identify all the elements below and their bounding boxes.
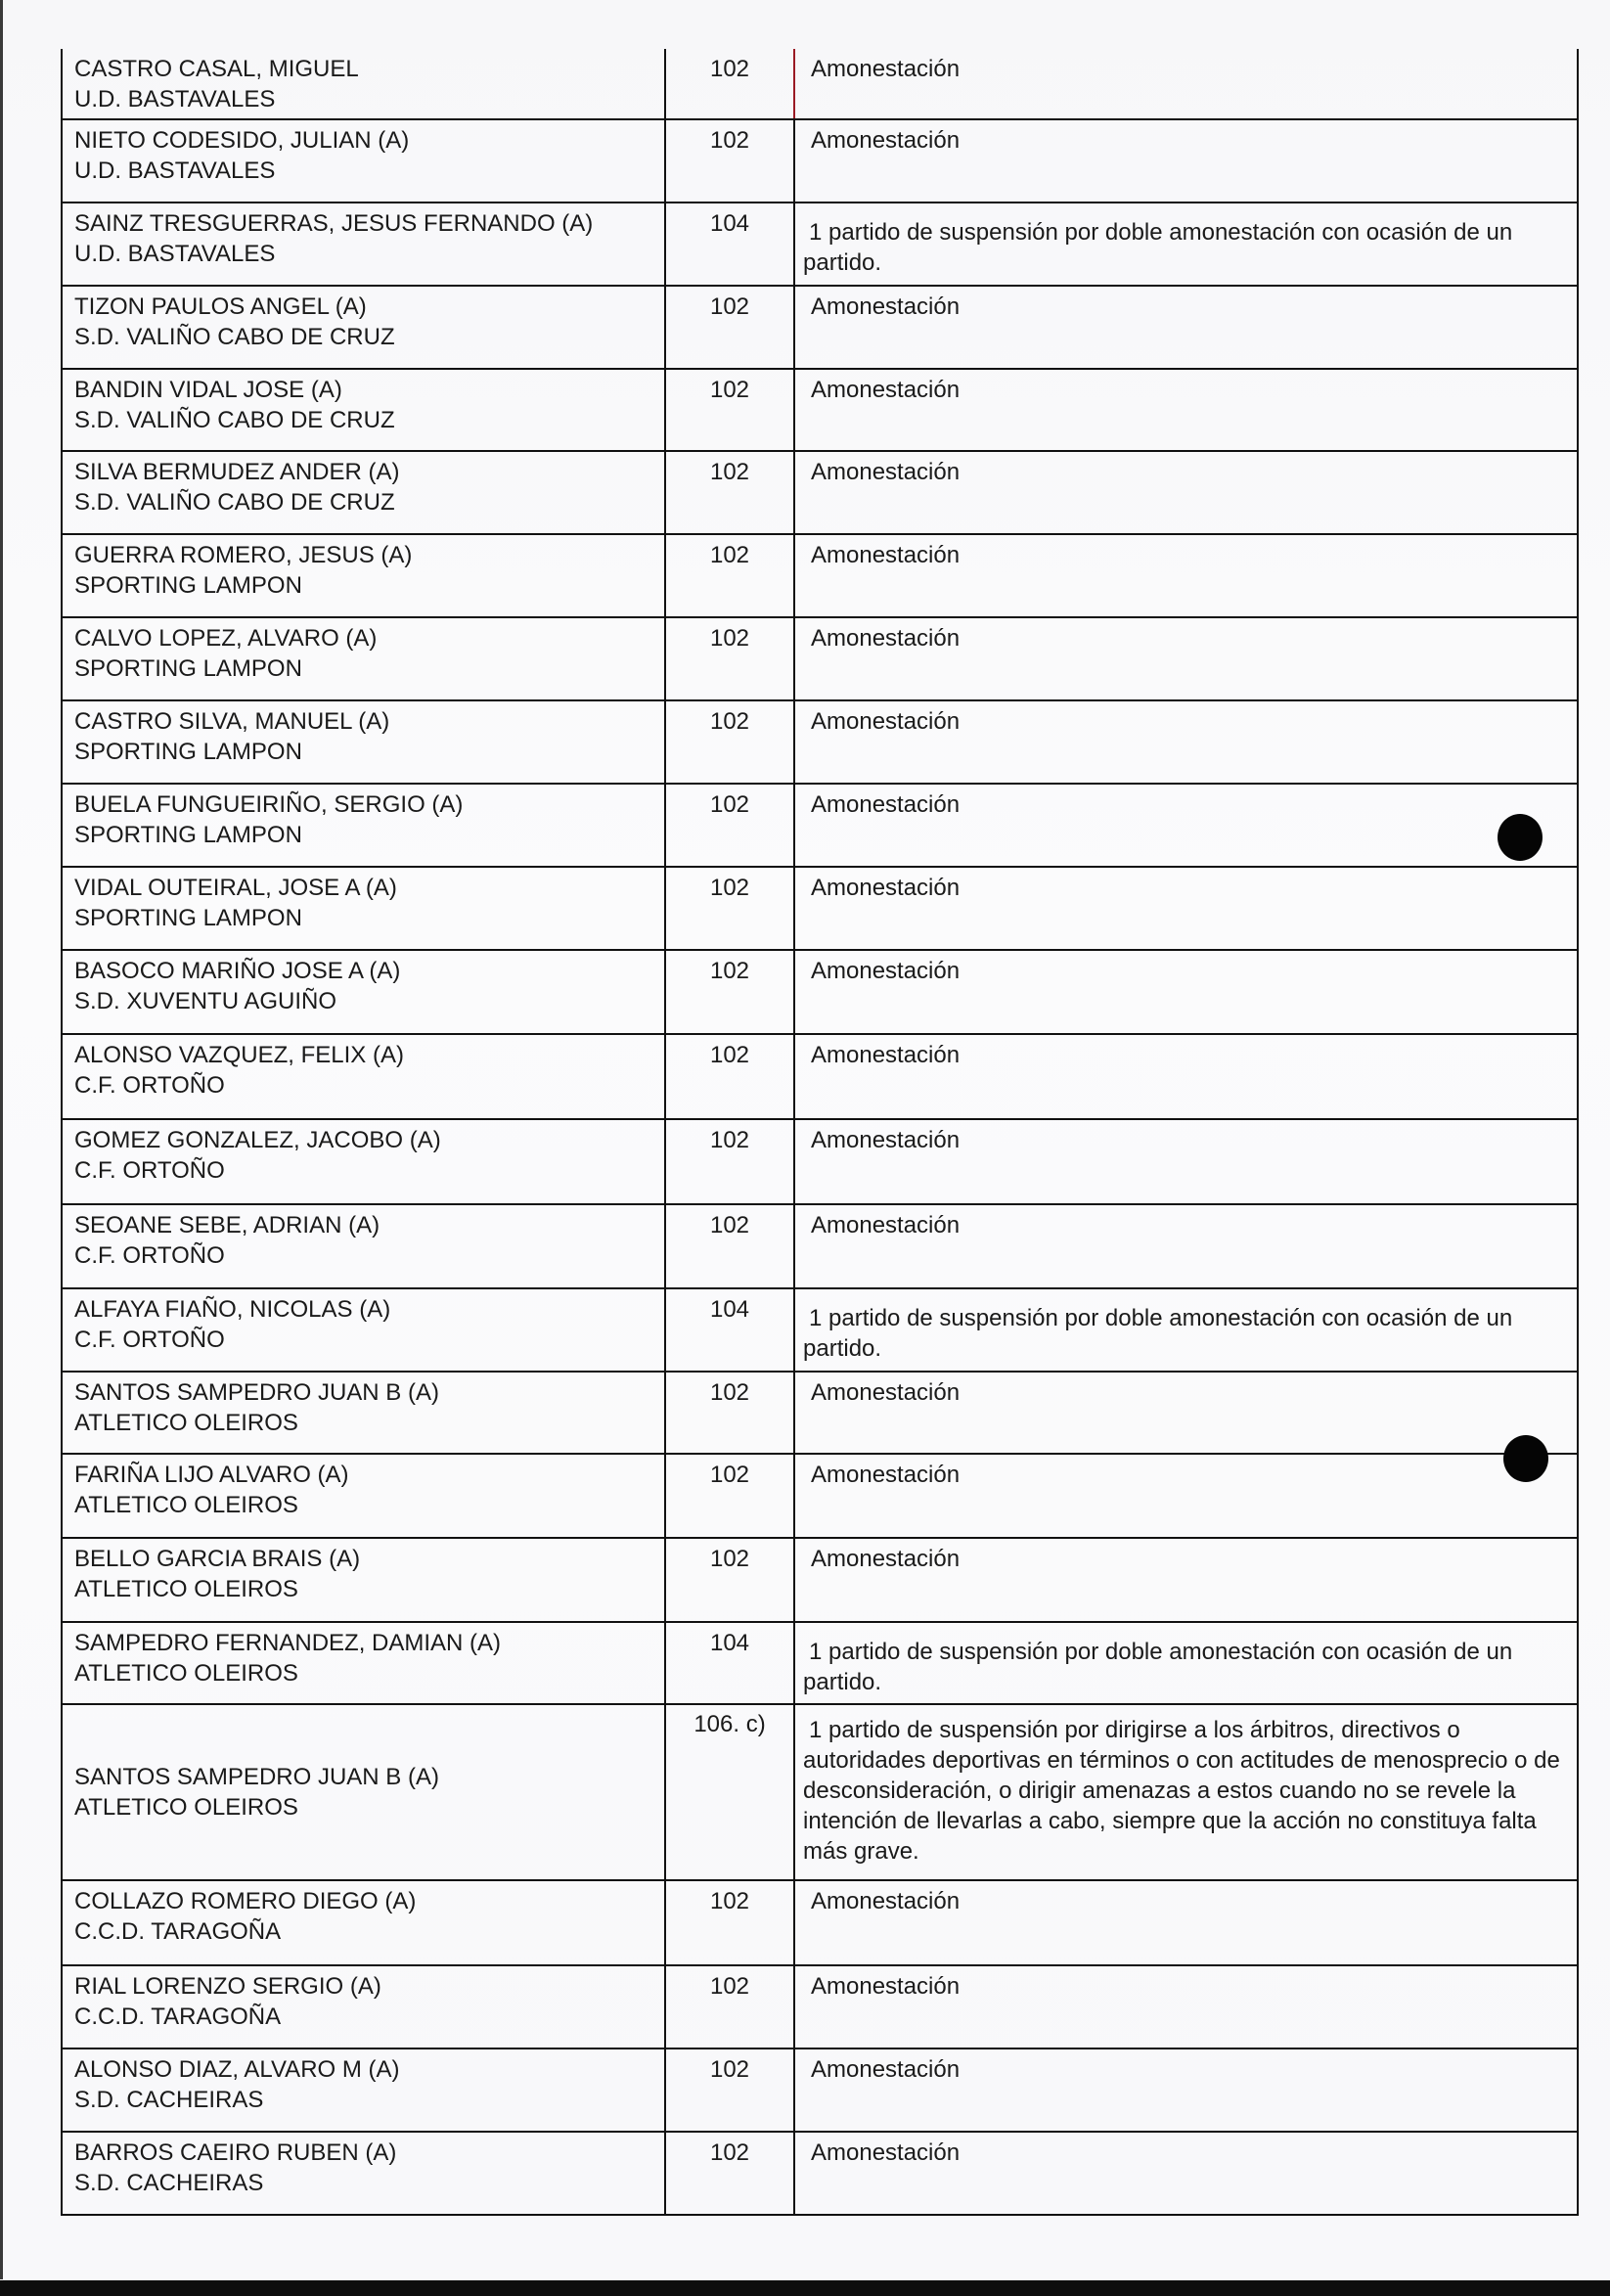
- sanction-text: Amonestación: [811, 1042, 961, 1068]
- player-cell: [61, 535, 664, 616]
- table-row: [61, 951, 1579, 1035]
- table-row: [61, 2049, 1579, 2133]
- sanction-text: Amonestación: [811, 2139, 961, 2166]
- article-cell: [664, 2133, 793, 2214]
- player-cell: [61, 1289, 664, 1371]
- sanction-cell: [793, 120, 1579, 202]
- club-name: ATLETICO OLEIROS: [74, 1492, 298, 1518]
- player-name: SANTOS SAMPEDRO JUAN B (A): [74, 1764, 439, 1790]
- player-name: COLLAZO ROMERO DIEGO (A): [74, 1888, 417, 1914]
- table-row: [61, 701, 1579, 785]
- sanction-cell: [793, 49, 1579, 118]
- player-cell: [61, 1881, 664, 1964]
- article-cell: [664, 1205, 793, 1287]
- player-cell: [61, 1120, 664, 1203]
- player-name: BASOCO MARIÑO JOSE A (A): [74, 958, 401, 984]
- player-name: ALFAYA FIAÑO, NICOLAS (A): [74, 1296, 391, 1323]
- article-number: 102: [709, 56, 750, 82]
- sanction-text: Amonestación: [811, 1212, 961, 1238]
- table-row: [61, 1881, 1579, 1966]
- player-cell: [61, 701, 664, 783]
- club-name: C.F. ORTOÑO: [74, 1072, 225, 1099]
- sanction-text: Amonestación: [811, 2056, 961, 2083]
- player-name: CASTRO SILVA, MANUEL (A): [74, 708, 390, 735]
- player-cell: [61, 618, 664, 699]
- player-name: GOMEZ GONZALEZ, JACOBO (A): [74, 1127, 441, 1153]
- page-left-edge: [0, 0, 3, 2279]
- club-name: S.D. XUVENTU AGUIÑO: [74, 988, 337, 1014]
- table-row: [61, 1035, 1579, 1120]
- article-cell: [664, 203, 793, 285]
- sanction-text: Amonestación: [811, 958, 961, 984]
- sanction-cell: [793, 2133, 1579, 2214]
- player-cell: [61, 49, 664, 118]
- sanction-cell: [793, 287, 1579, 368]
- sanction-cell: [793, 1881, 1579, 1964]
- player-cell: [61, 1205, 664, 1287]
- article-cell: [664, 1623, 793, 1703]
- player-name: BANDIN VIDAL JOSE (A): [74, 377, 342, 403]
- player-cell: [61, 1705, 664, 1879]
- player-cell: [61, 1623, 664, 1703]
- sanction-cell: [793, 1205, 1579, 1287]
- article-cell: [664, 1035, 793, 1118]
- table-row: [61, 1966, 1579, 2049]
- sanction-cell: [793, 1623, 1579, 1703]
- table-row: [61, 1455, 1579, 1539]
- sanction-cell: [793, 2049, 1579, 2131]
- table-row: [61, 2133, 1579, 2216]
- table-row: [61, 1289, 1579, 1373]
- club-name: S.D. CACHEIRAS: [74, 2087, 264, 2113]
- article-cell: [664, 452, 793, 533]
- table-row: [61, 49, 1579, 120]
- player-name: FARIÑA LIJO ALVARO (A): [74, 1462, 349, 1488]
- article-cell: [664, 701, 793, 783]
- table-row: [61, 370, 1579, 452]
- article-number: 102: [709, 542, 750, 568]
- article-number: 104: [709, 210, 750, 237]
- article-number: 102: [709, 377, 750, 403]
- player-cell: [61, 1373, 664, 1453]
- sanction-text: Amonestación: [811, 293, 961, 320]
- sanction-cell: [793, 1289, 1579, 1371]
- article-number: 102: [709, 625, 750, 652]
- table-row: [61, 1120, 1579, 1205]
- table-row: [61, 618, 1579, 701]
- player-name: ALONSO DIAZ, ALVARO M (A): [74, 2056, 400, 2083]
- sanction-text: 1 partido de suspensión por dirigirse a los árbitros, directivos o autoridades deportivas en términos o con actitudes de menosprecio o de desconsideración, o dirigir amenazas a estos cuando no se revele la intención de llevarlas a cabo, siempre que la acción no constituya falta más grave.: [803, 1717, 1560, 1865]
- player-cell: [61, 1966, 664, 2048]
- sanction-text: Amonestación: [811, 708, 961, 735]
- sanction-text: Amonestación: [811, 875, 961, 901]
- article-cell: [664, 1705, 793, 1879]
- player-cell: [61, 120, 664, 202]
- article-number: 102: [709, 1462, 750, 1488]
- player-name: BUELA FUNGUEIRIÑO, SERGIO (A): [74, 791, 464, 818]
- player-cell: [61, 2133, 664, 2214]
- club-name: ATLETICO OLEIROS: [74, 1410, 298, 1436]
- article-number: 102: [709, 127, 750, 154]
- article-number: 106. c): [693, 1711, 766, 1737]
- player-name: CASTRO CASAL, MIGUEL: [74, 56, 359, 82]
- sanction-cell: [793, 618, 1579, 699]
- sanction-cell: [793, 868, 1579, 949]
- article-cell: [664, 1539, 793, 1621]
- table-row: [61, 452, 1579, 535]
- table-row: [61, 287, 1579, 370]
- player-cell: [61, 2049, 664, 2131]
- article-number: 102: [709, 958, 750, 984]
- sanction-cell: [793, 701, 1579, 783]
- player-name: VIDAL OUTEIRAL, JOSE A (A): [74, 875, 397, 901]
- club-name: ATLETICO OLEIROS: [74, 1794, 298, 1821]
- article-number: 102: [709, 2056, 750, 2083]
- club-name: C.F. ORTOÑO: [74, 1242, 225, 1269]
- sanction-text: Amonestación: [811, 625, 961, 652]
- sanctions-table: [61, 49, 1579, 2216]
- club-name: SPORTING LAMPON: [74, 822, 302, 848]
- scan-bottom-edge: [0, 2280, 1610, 2296]
- article-number: 102: [709, 1212, 750, 1238]
- player-name: CALVO LOPEZ, ALVARO (A): [74, 625, 378, 652]
- article-number: 102: [709, 708, 750, 735]
- sanction-text: 1 partido de suspensión por doble amonestación con ocasión de un partido.: [803, 219, 1513, 276]
- player-cell: [61, 785, 664, 866]
- sanction-text: Amonestación: [811, 127, 961, 154]
- club-name: U.D. BASTAVALES: [74, 86, 276, 113]
- article-number: 102: [709, 791, 750, 818]
- club-name: SPORTING LAMPON: [74, 572, 302, 599]
- sanction-cell: [793, 1966, 1579, 2048]
- sanction-text: Amonestación: [811, 542, 961, 568]
- player-cell: [61, 203, 664, 285]
- player-name: NIETO CODESIDO, JULIAN (A): [74, 127, 410, 154]
- player-cell: [61, 287, 664, 368]
- player-name: RIAL LORENZO SERGIO (A): [74, 1973, 381, 2000]
- sanction-text: Amonestación: [811, 1888, 961, 1914]
- player-name: GUERRA ROMERO, JESUS (A): [74, 542, 413, 568]
- sanction-cell: [793, 1705, 1579, 1879]
- club-name: C.F. ORTOÑO: [74, 1327, 225, 1353]
- article-number: 102: [709, 1042, 750, 1068]
- table-row: [61, 203, 1579, 287]
- table-row: [61, 1205, 1579, 1289]
- sanction-text: Amonestación: [811, 791, 961, 818]
- club-name: ATLETICO OLEIROS: [74, 1660, 298, 1687]
- article-cell: [664, 951, 793, 1033]
- article-cell: [664, 120, 793, 202]
- article-cell: [664, 618, 793, 699]
- club-name: S.D. VALIÑO CABO DE CRUZ: [74, 407, 395, 433]
- article-cell: [664, 287, 793, 368]
- club-name: S.D. CACHEIRAS: [74, 2170, 264, 2196]
- article-cell: [664, 785, 793, 866]
- article-cell: [664, 2049, 793, 2131]
- club-name: U.D. BASTAVALES: [74, 158, 276, 184]
- club-name: U.D. BASTAVALES: [74, 241, 276, 267]
- article-number: 102: [709, 1888, 750, 1914]
- article-number: 102: [709, 1127, 750, 1153]
- player-name: BELLO GARCIA BRAIS (A): [74, 1546, 361, 1572]
- player-cell: [61, 951, 664, 1033]
- sanction-cell: [793, 452, 1579, 533]
- sanction-text: Amonestación: [811, 459, 961, 485]
- table-row: [61, 868, 1579, 951]
- table-row: [61, 1705, 1579, 1881]
- sanction-cell: [793, 1539, 1579, 1621]
- article-cell: [664, 535, 793, 616]
- article-cell: [664, 1289, 793, 1371]
- club-name: C.C.D. TARAGOÑA: [74, 2003, 282, 2030]
- player-name: SEOANE SEBE, ADRIAN (A): [74, 1212, 380, 1238]
- player-name: TIZON PAULOS ANGEL (A): [74, 293, 367, 320]
- sanction-text: Amonestación: [811, 1546, 961, 1572]
- player-cell: [61, 452, 664, 533]
- player-cell: [61, 370, 664, 450]
- article-cell: [664, 1966, 793, 2048]
- sanction-text: Amonestación: [811, 377, 961, 403]
- article-cell: [664, 1373, 793, 1453]
- player-name: SANTOS SAMPEDRO JUAN B (A): [74, 1379, 439, 1406]
- club-name: S.D. VALIÑO CABO DE CRUZ: [74, 489, 395, 516]
- player-name: ALONSO VAZQUEZ, FELIX (A): [74, 1042, 404, 1068]
- table-row: [61, 1373, 1579, 1455]
- article-number: 102: [709, 1546, 750, 1572]
- sanction-cell: [793, 535, 1579, 616]
- club-name: S.D. VALIÑO CABO DE CRUZ: [74, 324, 395, 350]
- sanction-text: 1 partido de suspensión por doble amonestación con ocasión de un partido.: [803, 1639, 1513, 1695]
- sanction-cell: [793, 370, 1579, 450]
- club-name: ATLETICO OLEIROS: [74, 1576, 298, 1602]
- table-row: [61, 535, 1579, 618]
- article-cell: [664, 370, 793, 450]
- sanction-cell: [793, 1035, 1579, 1118]
- article-number: 102: [709, 875, 750, 901]
- player-cell: [61, 868, 664, 949]
- sanction-cell: [793, 203, 1579, 285]
- sanction-cell: [793, 785, 1579, 866]
- article-number: 102: [709, 2139, 750, 2166]
- club-name: SPORTING LAMPON: [74, 655, 302, 682]
- club-name: SPORTING LAMPON: [74, 739, 302, 765]
- sanction-cell: [793, 1120, 1579, 1203]
- article-cell: [664, 49, 793, 118]
- sanction-text: Amonestación: [811, 1462, 961, 1488]
- article-number: 102: [709, 1973, 750, 2000]
- player-name: BARROS CAEIRO RUBEN (A): [74, 2139, 397, 2166]
- table-row: [61, 120, 1579, 203]
- player-name: SAINZ TRESGUERRAS, JESUS FERNANDO (A): [74, 210, 594, 237]
- player-cell: [61, 1035, 664, 1118]
- article-cell: [664, 868, 793, 949]
- club-name: SPORTING LAMPON: [74, 905, 302, 931]
- article-cell: [664, 1455, 793, 1537]
- punch-hole-mark: [1503, 1435, 1548, 1482]
- table-row: [61, 1539, 1579, 1623]
- club-name: C.F. ORTOÑO: [74, 1157, 225, 1184]
- sanction-text: Amonestación: [811, 1127, 961, 1153]
- player-cell: [61, 1539, 664, 1621]
- article-cell: [664, 1881, 793, 1964]
- sanction-cell: [793, 1373, 1579, 1453]
- sanction-cell: [793, 1455, 1579, 1537]
- article-number: 102: [709, 1379, 750, 1406]
- article-number: 102: [709, 459, 750, 485]
- article-number: 104: [709, 1296, 750, 1323]
- club-name: C.C.D. TARAGOÑA: [74, 1918, 282, 1945]
- sanction-cell: [793, 951, 1579, 1033]
- sanction-text: 1 partido de suspensión por doble amonestación con ocasión de un partido.: [803, 1305, 1513, 1362]
- player-name: SAMPEDRO FERNANDEZ, DAMIAN (A): [74, 1630, 502, 1656]
- punch-hole-mark: [1498, 814, 1543, 861]
- table-row: [61, 1623, 1579, 1705]
- table-row: [61, 785, 1579, 868]
- sanction-text: Amonestación: [811, 1379, 961, 1406]
- sanction-text: Amonestación: [811, 1973, 961, 2000]
- sanction-text: Amonestación: [811, 56, 961, 82]
- article-number: 102: [709, 293, 750, 320]
- article-number: 104: [709, 1630, 750, 1656]
- player-name: SILVA BERMUDEZ ANDER (A): [74, 459, 400, 485]
- player-cell: [61, 1455, 664, 1537]
- article-cell: [664, 1120, 793, 1203]
